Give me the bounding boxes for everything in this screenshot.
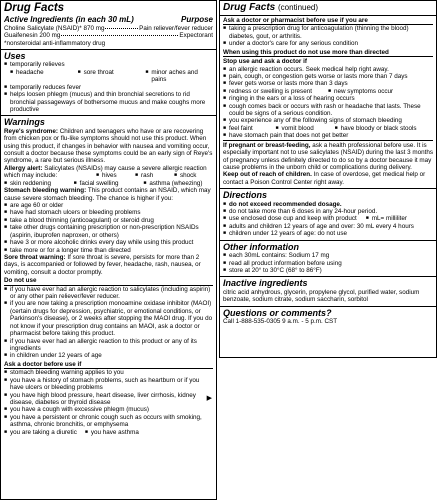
list-item: ■ have bloody or black stools — [335, 125, 433, 132]
list-item: ■ skin reddening — [4, 180, 74, 187]
continue-arrow-icon: ▶ — [206, 395, 212, 403]
list-item: ■ an allergic reaction occurs. Seek medical help right away. — [223, 66, 433, 73]
keep-out-of-reach — [223, 171, 433, 186]
uses-heading: Uses — [4, 51, 26, 62]
list-item: ■ new symptoms occur — [328, 88, 433, 95]
list-item: ■ shock — [174, 172, 213, 179]
list-item: ■ hives — [96, 172, 135, 179]
list-item: ■ if you are now taking a prescription monoamine oxidase inhibitor (MAOI) (certain drugs for depression, psychiatric, or emotional conditions, or Parkinson's disease), or 2 weeks after stopping the MAOI drug. If you do not know if your prescription drug contains an MAOI, ask a doctor or pharmacist before taking this product. — [4, 300, 213, 337]
list-item: ■ are age 60 or older — [4, 202, 213, 209]
list-item: ■ you have a history of stomach problems, such as heartburn or if you have ulcers or bleeding problems — [4, 377, 213, 392]
list-item: ■ if you have ever had an allergic reaction to salicylates (including aspirin) or any other pain reliever/fever reducer. — [4, 286, 213, 301]
stomach-text: This product contains an NSAID, which may cause severe stomach bleeding. The chance is higher if you: — [4, 187, 211, 202]
active-ingredients-header — [4, 15, 213, 25]
panel-title-continued — [220, 1, 436, 16]
pregnancy-text: ask a health professional before use. It is especially important not to use salicylates (NSAID) during the last 3 months of pregnancy unless definitely directed to do so by a doctor because it may cause problems in the unborn child or complications during delivery. — [223, 141, 433, 172]
reyes-label: Reye's syndrome: — [4, 127, 58, 135]
list-item: ■ cough comes back or occurs with rash or headache that lasts. These could be signs of a serious condition. — [223, 103, 433, 118]
dose-cup-note: ■ mL= milliliter — [365, 215, 407, 223]
list-item: ■ you have high blood pressure, heart disease, liver cirrhosis, kidney disease, diabetes or thyroid disease — [4, 392, 213, 407]
ingredient-purpose: Pain reliever/fever reducer — [139, 24, 213, 32]
stomach-label: Stomach bleeding warning: — [4, 187, 87, 195]
keep-out-label: Keep out of reach of children. — [223, 171, 312, 179]
warnings-heading: Warnings — [4, 117, 45, 128]
list-item: ■ temporarily relieves — [4, 61, 213, 68]
list-item: ■ in children under 12 years of age — [4, 352, 213, 359]
pregnancy-warning — [223, 142, 433, 172]
list-item: ■ rash — [135, 172, 174, 179]
list-item: ■ have had stomach ulcers or bleeding problems — [4, 209, 213, 216]
keep-out-text: In case of overdose, get medical help or contact a Poison Control Center right away. — [223, 171, 426, 186]
reyes-text: Children and teenagers who have or are recovering from chicken pox or flu-like symptoms should not use this product. When using this product, if changes in behavior with nausea and vomiting occur, consult a doctor because these symptoms could be an early sign of Reye's syndrome, a rare but serious illness. — [4, 127, 213, 165]
directions-heading: Directions — [223, 190, 268, 201]
list-item: ■ facial swelling — [74, 180, 144, 187]
active-ingredients-section — [1, 1, 216, 50]
list-item: ■ redness or swelling is present — [223, 88, 328, 95]
ingredient-footnote: *nonsteroidal anti-inflammatory drug — [4, 39, 106, 47]
list-item: ■ take other drugs containing prescription or non-prescription NSAIDs (aspirin, ibuprofen naproxen, or others) — [4, 224, 213, 239]
list-item: ■ take more or for a longer time than directed — [4, 247, 213, 254]
ask-doctor-last-row — [4, 429, 213, 436]
list-item: ■ have stomach pain that does not get better — [223, 132, 433, 140]
stomach-bleeding-warning — [4, 187, 213, 202]
ingredient-name: Choline Salicylate (NSAID)* 870 mg — [4, 24, 105, 32]
list-item: ■ temporarily reduces fever — [4, 84, 213, 91]
list-item: ■ do not exceed recommended dosage. — [223, 201, 433, 208]
drug-facts-left-panel — [0, 0, 217, 500]
ask-pharmacist-heading: Ask a doctor or pharmacist before use if you are — [223, 17, 433, 25]
drug-facts-right-panel — [219, 0, 437, 358]
other-information-heading: Other information — [223, 241, 299, 252]
ingredient-row — [4, 32, 213, 39]
list-item: ■ do not take more than 6 doses in any 24-hour period. — [223, 208, 433, 215]
list-item: ■ you experience any of the following signs of stomach bleeding — [223, 117, 433, 124]
list-item: ■ stomach bleeding warning applies to you — [4, 369, 213, 376]
list-item: ■ headache — [10, 69, 78, 84]
list-item: ■ you are taking a diuretic — [4, 429, 77, 436]
list-item: ■ helps loosen phlegm (mucus) and thin bronchial secretions to rid bronchial passageways of bothersome mucus and make coughs more productive — [4, 91, 213, 113]
ingredient-purpose: Expectorant — [179, 32, 213, 40]
warnings-section — [1, 116, 216, 436]
ask-doctor-heading: Ask a doctor before use if — [4, 361, 213, 369]
list-item: ■ take a blood thinning (anticoagulant) or steroid drug — [4, 217, 213, 224]
list-item: ■ vomit blood — [276, 125, 335, 132]
allergy-label: Allergy alert: — [4, 164, 43, 172]
ingredient-name: Guaifenesin 200 mg — [4, 32, 61, 40]
list-item: ■ minor aches and pains — [145, 69, 213, 84]
questions-section — [220, 307, 436, 328]
uses-section — [1, 50, 216, 116]
list-item: ■ you have a persistent or chronic cough such as occurs with smoking, asthma, chronic bronchitis, or emphysema — [4, 414, 213, 429]
list-item: ■ fever gets worse or lasts more than 3 days — [223, 80, 433, 87]
sore-throat-label: Sore throat warning: — [4, 253, 66, 261]
allergy-reactions-more — [4, 180, 213, 187]
inactive-ingredients-section — [220, 277, 436, 306]
panel-title: Drug Facts — [223, 2, 276, 13]
list-item: ■ ringing in the ears or a loss of hearing occurs — [223, 95, 433, 102]
dose-cup-text: ■ use enclosed dose cup and keep with product — [229, 215, 357, 223]
panel-title: Drug Facts — [4, 2, 65, 14]
dose-cup-note-text: mL= milliliter — [371, 215, 407, 223]
warnings-continued-section — [220, 16, 436, 189]
questions-phone: Call 1-888-535-0305 9 a.m. - 5 p.m. CST — [223, 317, 338, 325]
list-item: ■ you have asthma — [85, 429, 139, 436]
list-item: ■ taking a prescription drug for anticoagulation (thinning the blood) diabetes, gout, or arthritis. — [223, 25, 433, 40]
list-item: ■ read all product information before using — [223, 260, 433, 267]
sodium-content: each 30mL contains: Sodium 17 mg — [229, 252, 330, 260]
list-item: ■ asthma (wheezing) — [143, 180, 213, 187]
list-item: ■ children under 12 years of age: do not use — [223, 230, 433, 237]
sore-throat-text: If sore throat is severe, persists for more than 2 days, is accompanied or followed by fever, headache, rash, nausea, or vomiting, consult a doctor promptly. — [4, 253, 201, 276]
sore-throat-warning — [4, 254, 213, 276]
list-item: ■ you have a cough with excessive phlegm (mucus) — [4, 406, 213, 413]
uses-sublist — [4, 69, 213, 84]
active-ingredients-heading: Active Ingredients (in each 30 mL) — [4, 15, 134, 25]
bleeding-signs — [223, 125, 433, 132]
do-not-use-heading: Do not use — [4, 277, 213, 285]
list-item: ■ sore throat — [78, 69, 146, 84]
list-item: ■ under a doctor's care for any serious condition — [223, 40, 433, 47]
ingredient-row — [4, 25, 213, 32]
list-item: ■ if you have ever had an allergic reaction to this product or any of its ingredients — [4, 338, 213, 353]
list-item — [223, 252, 433, 259]
list-item: ■ adults and children 12 years of age and over: 30 mL every 4 hours — [223, 223, 433, 230]
list-item: ■ pain, cough, or congestion gets worse or lasts more than 7 days — [223, 73, 433, 80]
continued-label: (continued) — [278, 3, 319, 12]
directions-section — [220, 189, 436, 240]
list-item: ■ have 3 or more alcoholic drinks every day while using this product — [4, 239, 213, 246]
other-information-section — [220, 241, 436, 278]
inactive-ingredients-heading: Inactive ingredients — [223, 278, 308, 289]
allergy-text: Salicylates (NSAIDs) may cause a severe allergic reaction which may include: — [4, 164, 207, 180]
list-item: ■ store at 20° to 30°C (68° to 86°F) — [223, 267, 433, 274]
list-item — [223, 215, 433, 222]
list-item: ■ feel faint — [223, 125, 276, 132]
pregnancy-label: If pregnant or breast-feeding, — [223, 141, 311, 149]
reyes-warning — [4, 128, 213, 165]
questions-heading: Questions or comments? — [223, 307, 332, 318]
stop-use-pair — [223, 88, 433, 95]
inactive-ingredients-text: citric acid anhydrous, glycerin, propylene glycol, purified water, sodium benzoate, sodium citrate, sodium saccharin, sorbitol — [223, 288, 420, 304]
when-using-heading: When using this product do not use more than directed — [223, 49, 433, 57]
purpose-heading: Purpose — [180, 15, 213, 25]
stop-use-heading: Stop use and ask a doctor if — [223, 58, 307, 66]
